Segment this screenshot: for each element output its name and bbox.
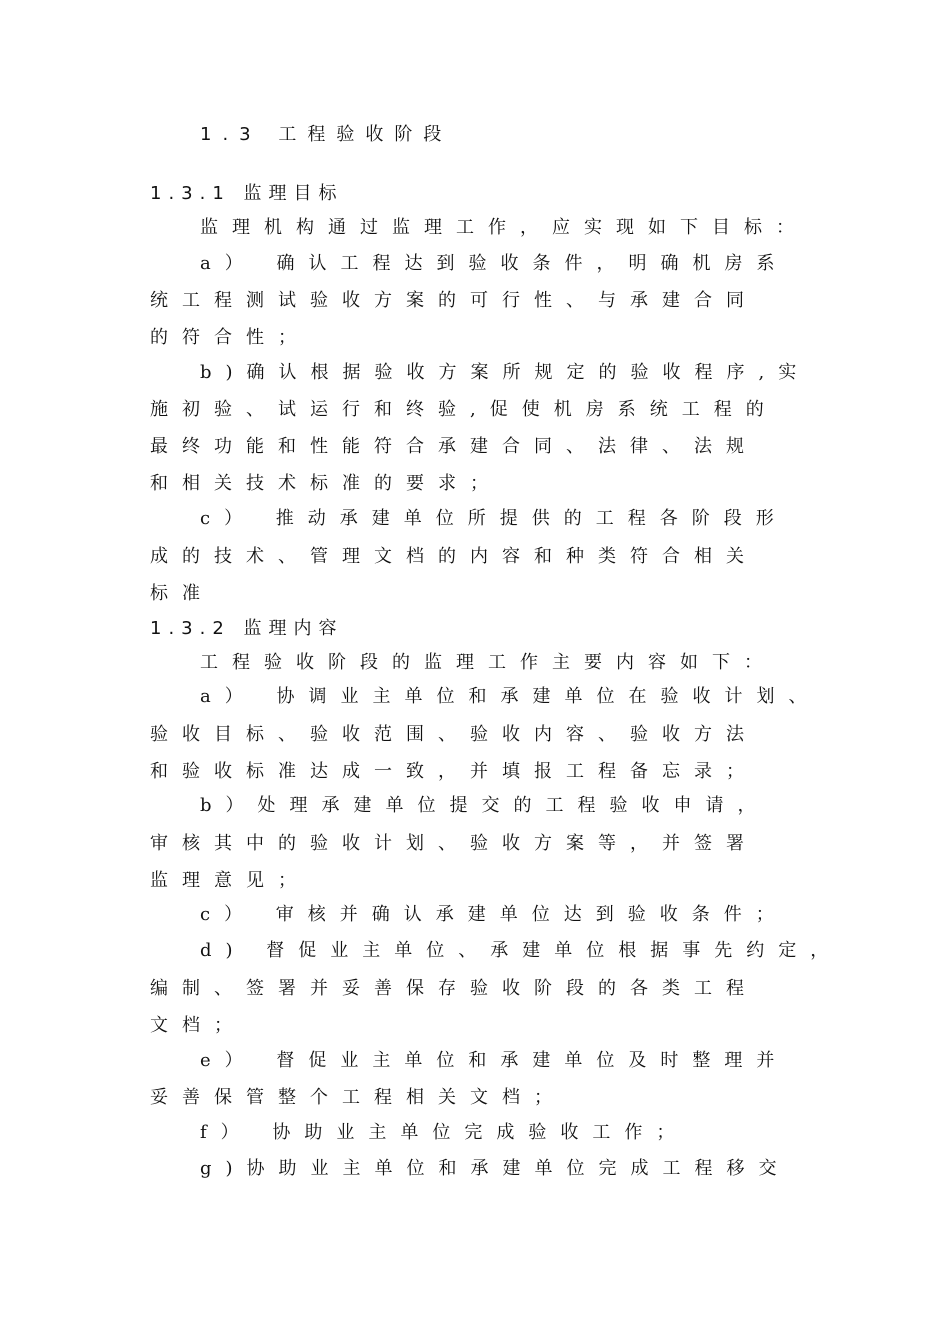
subsection-heading: 1.3.1 监理目标 xyxy=(150,183,344,204)
paragraph-line: 统工程测试验收方案的可行性、与承建合同 xyxy=(150,290,758,311)
paragraph-line: b)确认根据验收方案所规定的验收程序,实 xyxy=(200,362,811,383)
paragraph-line: c） 审核并确认承建单位达到验收条件； xyxy=(200,904,788,925)
paragraph-line: 和相关技术标准的要求； xyxy=(150,473,502,494)
paragraph-line: 最终功能和性能符合承建合同、法律、法规 xyxy=(150,436,758,457)
paragraph-line: g)协助业主单位和承建单位完成工程移交 xyxy=(200,1158,791,1179)
paragraph-line: 审核其中的验收计划、验收方案等，并签署 xyxy=(150,833,758,854)
paragraph-line: a） 确认工程达到验收条件，明确机房系 xyxy=(200,253,789,274)
paragraph-line: 工程验收阶段的监理工作主要内容如下： xyxy=(200,652,776,673)
paragraph-line: 和验收标准达成一致，并填报工程备忘录； xyxy=(150,761,758,782)
paragraph-line: 妥善保管整个工程相关文档； xyxy=(150,1087,566,1108)
paragraph-line: f） 协助业主单位完成验收工作； xyxy=(200,1122,689,1143)
paragraph-line: 施初验、试运行和终验,促使机房系统工程的 xyxy=(150,399,778,420)
paragraph-line: c） 推动承建单位所提供的工程各阶段形 xyxy=(200,508,788,529)
paragraph-line: e） 督促业主单位和承建单位及时整理并 xyxy=(200,1050,789,1071)
section-title: 1.3 工程验收阶段 xyxy=(200,124,453,145)
paragraph-line: 标准 xyxy=(150,583,214,604)
paragraph-line: 编制、签署并妥善保存验收阶段的各类工程 xyxy=(150,978,758,999)
paragraph-line: 的符合性； xyxy=(150,327,310,348)
paragraph-line: 监理意见； xyxy=(150,870,310,891)
subsection-heading: 1.3.2 监理内容 xyxy=(150,618,344,639)
paragraph-line: 成的技术、管理文档的内容和种类符合相关 xyxy=(150,546,758,567)
paragraph-line: 验收目标、验收范围、验收内容、验收方法 xyxy=(150,724,758,745)
paragraph-line: b）处理承建单位提交的工程验收申请， xyxy=(200,795,770,816)
paragraph-line: d) 督促业主单位、承建单位根据事先约定， xyxy=(200,940,843,961)
paragraph-line: 文档； xyxy=(150,1015,246,1036)
paragraph-line: 监理机构通过监理工作，应实现如下目标： xyxy=(200,217,808,238)
paragraph-line: a） 协调业主单位和承建单位在验收计划、 xyxy=(200,686,821,707)
